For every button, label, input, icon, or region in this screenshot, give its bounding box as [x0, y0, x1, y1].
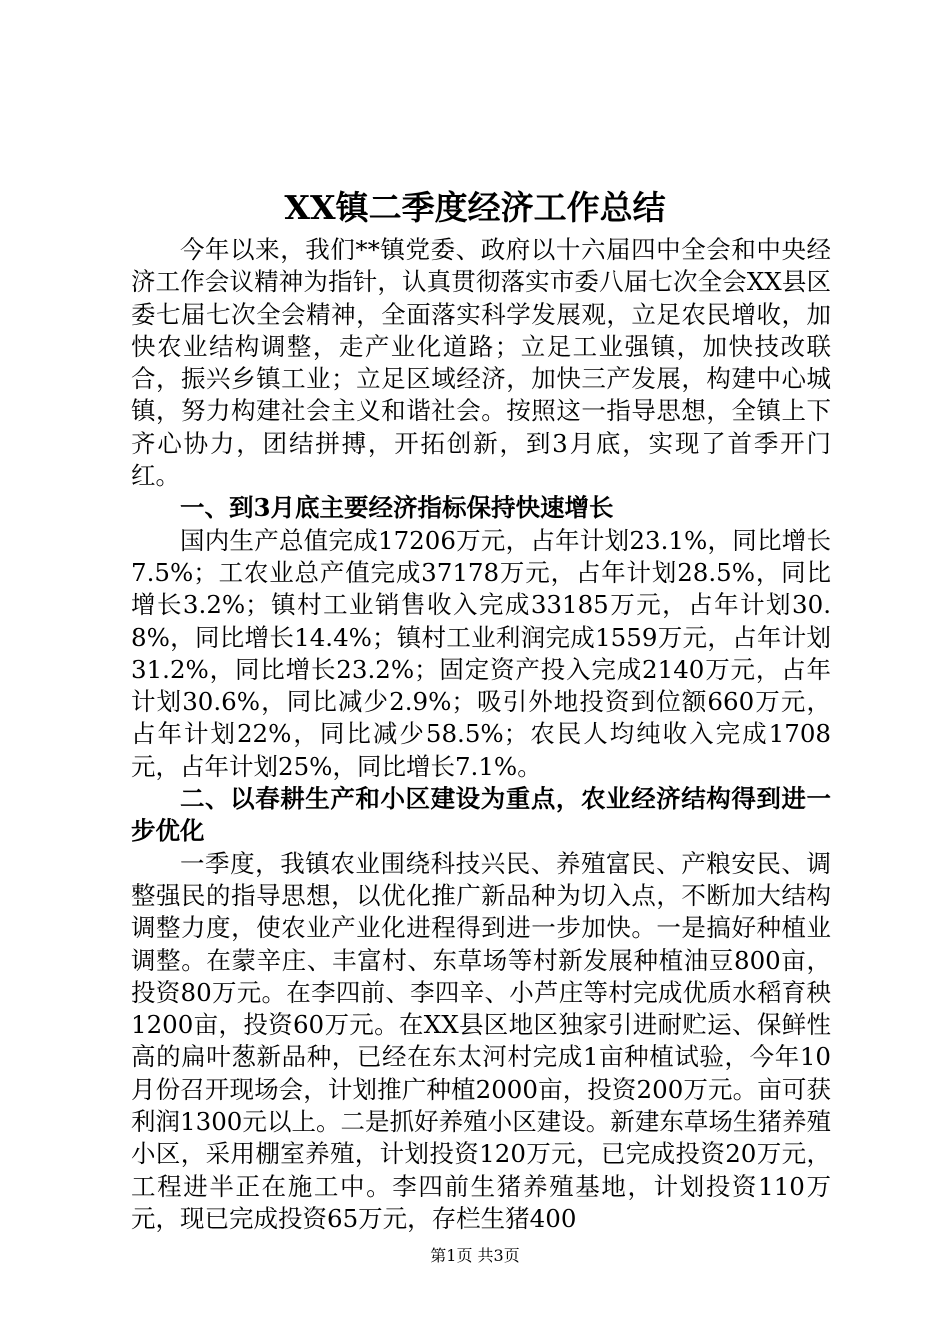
document-title: XX镇二季度经济工作总结 [284, 188, 666, 227]
document-body [131, 234, 831, 1235]
section-heading-1: 一、到3月底主要经济指标保持快速增长 [180, 493, 614, 523]
section-heading-2: 二、以春耕生产和小区建设为重点，农业经济结构得到进一步优化 [131, 784, 831, 846]
agriculture-paragraph: 一季度，我镇农业围绕科技兴民、养殖富民、产粮安民、调整强民的指导思想，以优化推广新品种为切入点，不断加大结构调整力度，使农业产业化进程得到进一步加快。一是搞好种植业调整。在蒙辛庄、丰富村、东草场等村新发展种植油豆800亩，投资80万元。在李四前、李四辛、小芦庄等村完成优质水稻育秧1200亩，投资60万元。在XX县区地区独家引进耐贮运、保鲜性高的扁叶葱新品种，已经在东太河村完成1亩种植试验，今年10月份召开现场会，计划推广种植2000亩，投资200万元。亩可获利润1300元以上。二是抓好养殖小区建设。新建东草场生猪养殖小区，采用棚室养殖，计划投资120万元，已完成投资20万元，工程进半正在施工中。李四前生猪养殖基地，计划投资110万元，现已完成投资65万元，存栏生猪400 [131, 848, 831, 1233]
intro-paragraph: 今年以来，我们**镇党委、政府以十六届四中全会和中央经济工作会议精神为指针，认真贯彻落实市委八届七次全会XX县区委七届七次全会精神，全面落实科学发展观，立足农民增收，加快农业结构调整，走产业化道路；立足工业强镇，加快技改联合，振兴乡镇工业；立足区域经济，加快三产发展，构建中心城镇，努力构建社会主义和谐社会。按照这一指导思想，全镇上下齐心协力，团结拼搏，开拓创新，到3月底，实现了首季开门红。 [131, 235, 831, 491]
page-footer: 第1页 共3页 [430, 1246, 520, 1265]
indicators-paragraph: 国内生产总值完成17206万元，占年计划23.1%，同比增长7.5%；工农业总产值完成37178万元，占年计划28.5%，同比增长3.2%；镇村工业销售收入完成33185万元，占年计划30.8%，同比增长14.4%；镇村工业利润完成1559万元，占年计划31.2%，同比增长23.2%；固定资产投入完成2140万元，占年计划30.6%，同比减少2.9%；吸引外地投资到位额660万元，占年计划22%，同比减少58.5%；农民人均纯收入完成1708元，占年计划25%，同比增长7.1%。 [131, 525, 831, 781]
